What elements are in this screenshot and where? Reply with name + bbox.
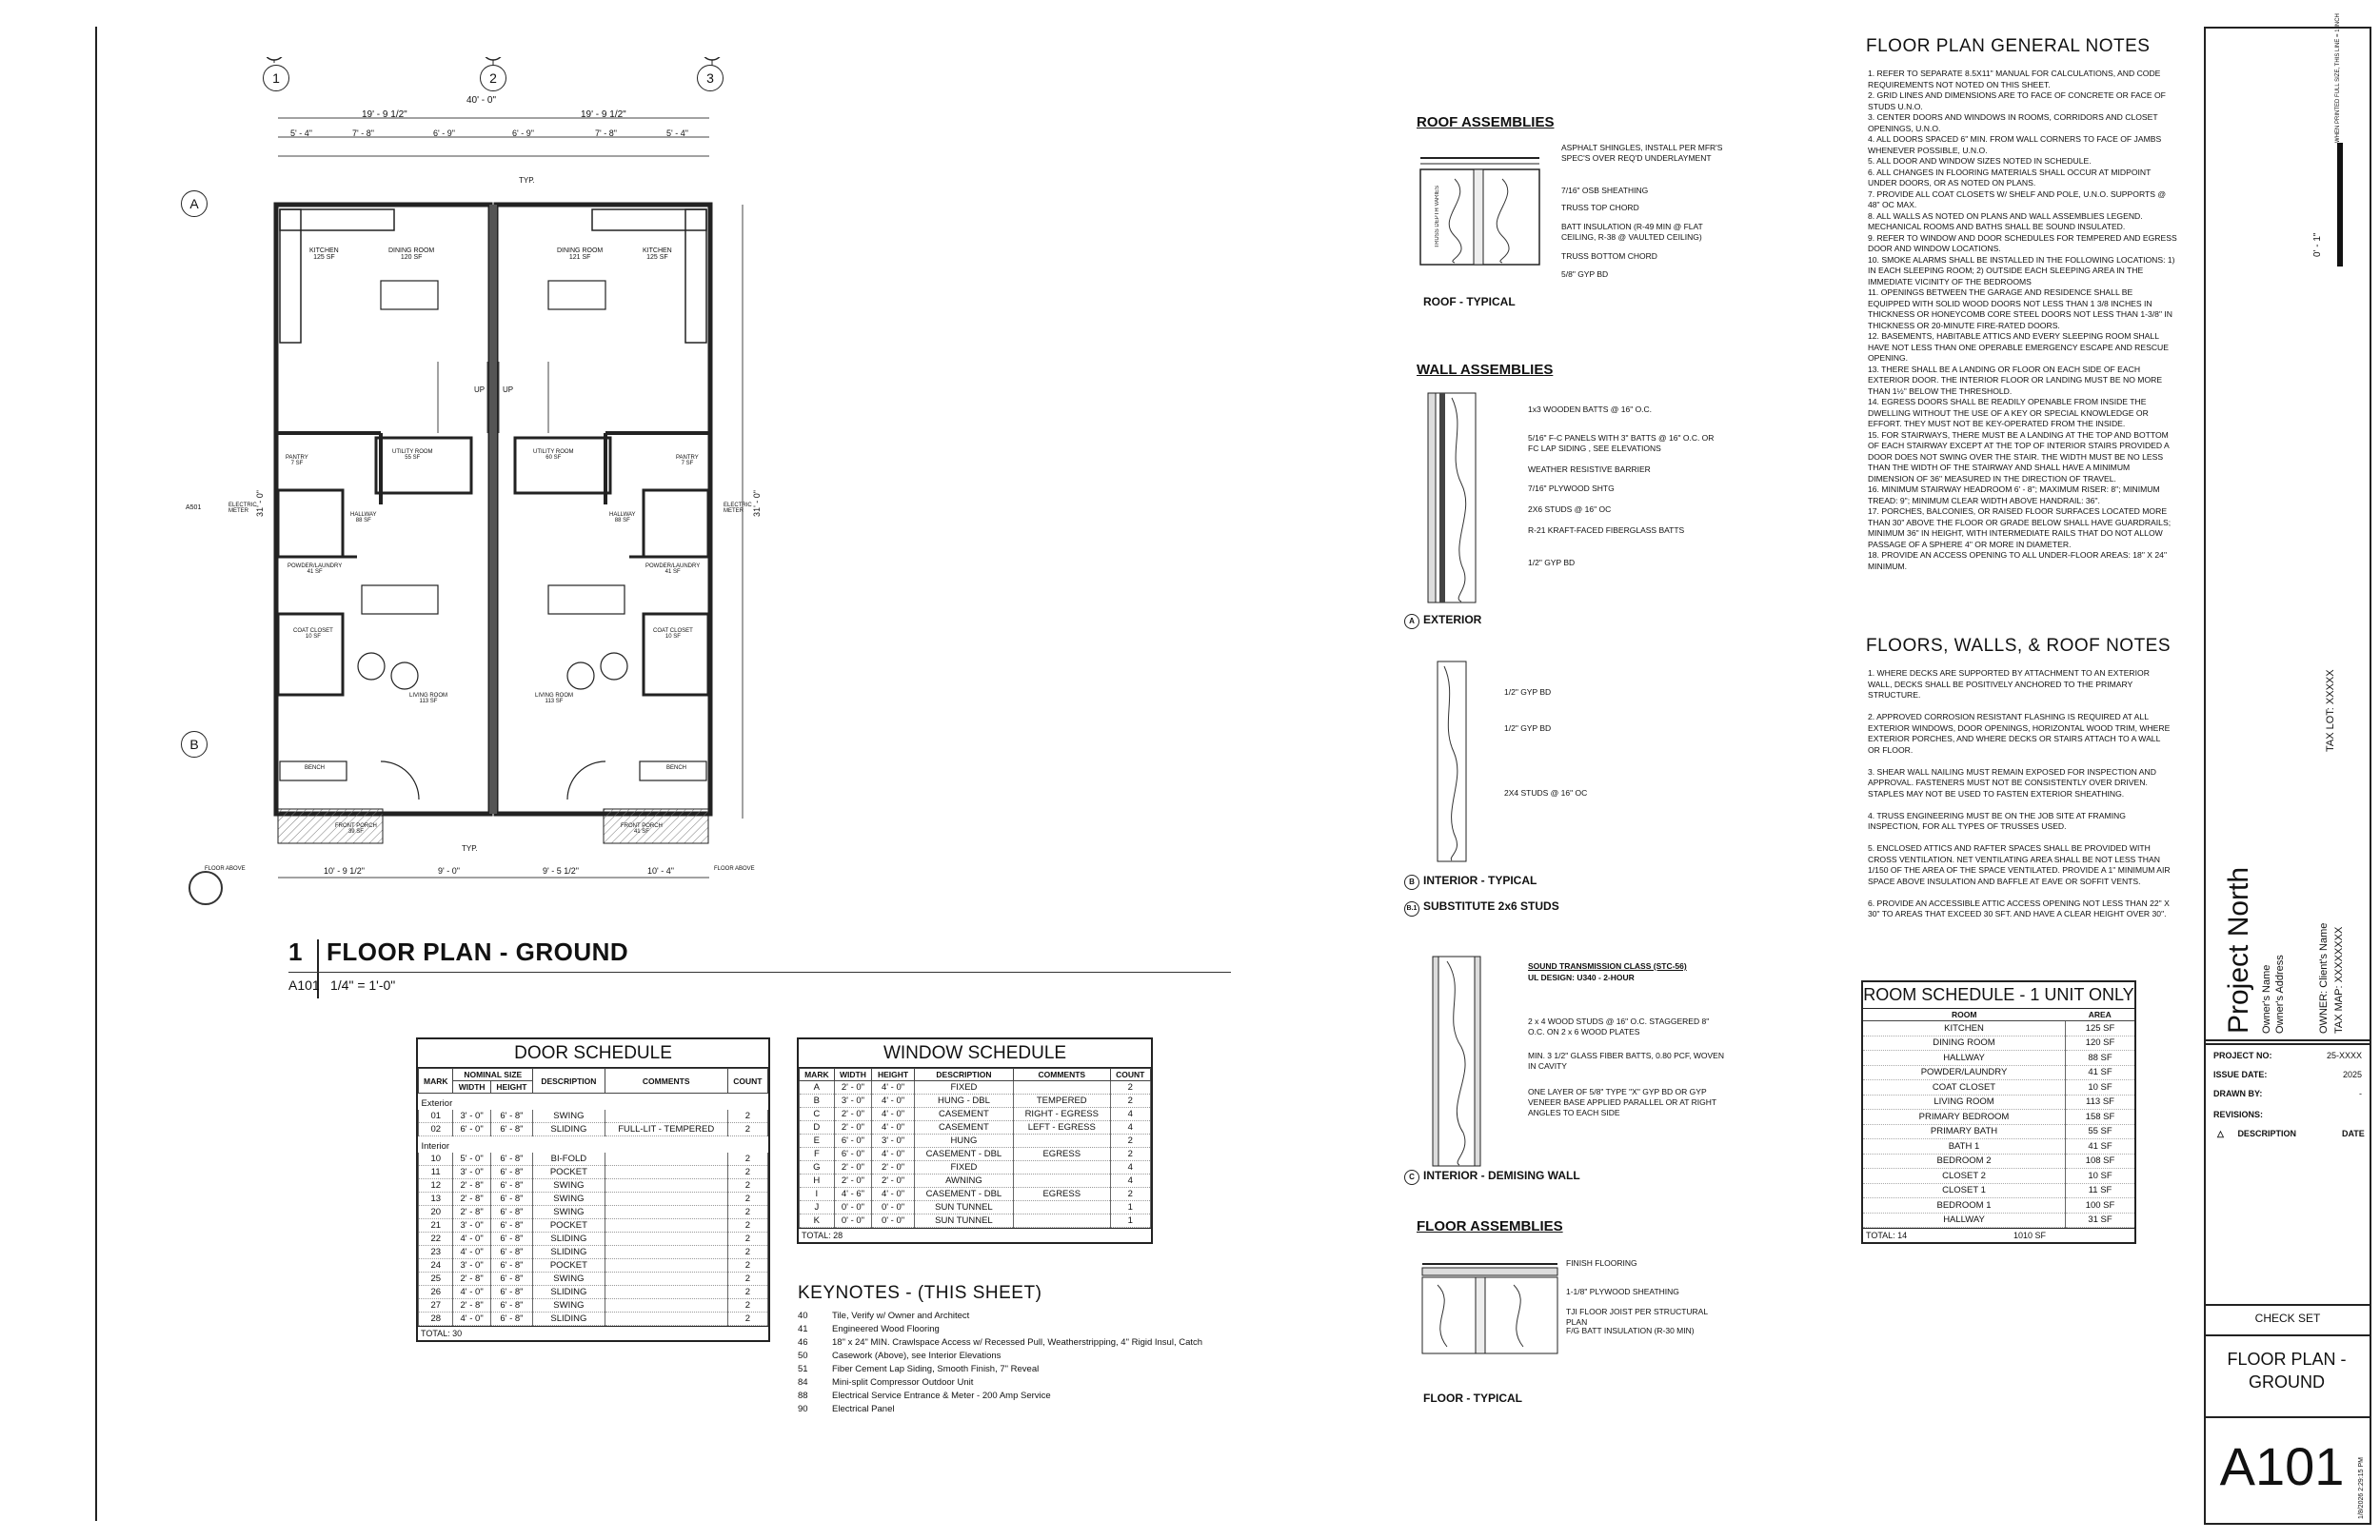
window-row: E 6' - 0" 3' - 0" HUNG 2 [800, 1135, 1151, 1148]
tax-map: TAX MAP: XXXXXXXX [2333, 926, 2345, 1034]
status-check-set: CHECK SET [2254, 1312, 2321, 1325]
door-row: 01 3' - 0" 6' - 8" SWING 2 [419, 1110, 768, 1123]
wall-a-label-2: 5/16" F-C PANELS WITH 3" BATTS @ 16" O.C. OR FC LAP SIDING , SEE ELEVATIONS [1528, 433, 1715, 453]
scale-bar [2337, 143, 2343, 267]
grid-bubble-row-a: A [181, 190, 208, 217]
fwr-notes-list [1868, 668, 2172, 931]
room-powder-right: POWDER/LAUNDRY 41 SF [645, 563, 701, 575]
room-schedule [1861, 980, 2136, 1244]
wall-a-label-6: R-21 KRAFT-FACED FIBERGLASS BATTS [1528, 525, 1685, 535]
general-note: 5. ALL DOOR AND WINDOW SIZES NOTED IN SCHEDULE. [1868, 156, 2092, 166]
scale-dim: 0' - 1" [2312, 232, 2323, 257]
fwr-note: 2. APPROVED CORROSION RESISTANT FLASHING IS REQUIRED AT ALL EXTERIOR WINDOWS, DOOR OPENINGS, HORIZONTAL WOOD TRIM, WHERE EXTERIOR PORCHES, AND WHERE DECKS OR STAIRS ATTACH TO A WALL OR FLOOR. [1868, 712, 2171, 755]
wall-c-label-3: ONE LAYER OF 5/8" TYPE "X" GYP BD OR GYP VENEER BASE APPLIED PARALLEL OR AT RIGHT ANGLES TO EACH SIDE [1528, 1087, 1716, 1117]
wall-c-stc: SOUND TRANSMISSION CLASS (STC-56) [1528, 961, 1687, 971]
window-row: B 3' - 0" 4' - 0" HUNG - DBL TEMPERED 2 [800, 1095, 1151, 1108]
roof-label-3: TRUSS TOP CHORD [1561, 203, 1639, 212]
fwr-note: 6. PROVIDE AN ACCESSIBLE ATTIC ACCESS OPENING NOT LESS THAN 22" X 30" TO AREAS THAT EXCEED 30 SFT. AND HAVE A CLEAR HEIGHT OVER 30". [1868, 898, 2170, 918]
view-sheet: A101 [288, 977, 320, 993]
general-note: 17. PORCHES, BALCONIES, OR RAISED FLOOR SURFACES LOCATED MORE THAN 30" ABOVE THE FLOOR OR GRADE BELOW SHALL HAVE GUARDRAILS; MINIMUM 36" IN HEIGHT, WITH INTERMEDIATE RAILS THAT DO NOT ALLOW PASSAGE OF A SPHERE 4" OR MORE IN DIAMETER. [1868, 506, 2172, 549]
owner-name: Owner's Name [2261, 964, 2272, 1034]
dim-top-left-2: 7' - 8" [352, 128, 374, 138]
fwr-note: 3. SHEAR WALL NAILING MUST REMAIN EXPOSED FOR INSPECTION AND APPROVAL. FASTENERS MUST NOT BE CONSISTENTLY OVER DRIVEN. STAPLES MAY NOT BE USED TO FASTEN EXTERIOR SHEATHING. [1868, 766, 2156, 799]
door-schedule [416, 1037, 770, 1342]
wall-b1-caption: B.1 SUBSTITUTE 2x6 STUDS [1404, 899, 1559, 917]
floor-assembly-detail [1418, 1256, 1561, 1361]
general-note: 2. GRID LINES AND DIMENSIONS ARE TO FACE OF CONCRETE OR FACE OF STUDS U.N.O. [1868, 90, 2166, 111]
col-mark: MARK [419, 1069, 453, 1094]
room-schedule-title: ROOM SCHEDULE - 1 UNIT ONLY [1863, 982, 2134, 1009]
roof-assemblies-heading: ROOF ASSEMBLIES [1417, 114, 1555, 130]
dim-overall: 40' - 0" [466, 95, 497, 106]
general-note: 7. PROVIDE ALL COAT CLOSETS W/ SHELF AND POLE, U.N.O. SUPPORTS @ 48" OC MAX. [1868, 188, 2167, 209]
door-schedule-total: TOTAL: 30 [418, 1326, 768, 1340]
wall-b-label-2: 1/2" GYP BD [1504, 723, 1552, 733]
wall-a-label-4: 7/16" PLYWOOD SHTG [1528, 484, 1615, 493]
dim-unit-left: 19' - 9 1/2" [362, 109, 407, 120]
room-kitchen-right: KITCHEN 125 SF [643, 247, 672, 261]
typ-note-top: TYP. [519, 176, 535, 185]
col-description: DESCRIPTION [533, 1069, 605, 1094]
fwr-note: 1. WHERE DECKS ARE SUPPORTED BY ATTACHMENT TO AN EXTERIOR WALL, DECKS SHALL BE POSITIVELY ANCHORED TO THE PRIMARY STRUCTURE. [1868, 668, 2150, 700]
room-row: CLOSET 1 11 SF [1863, 1183, 2134, 1198]
tax-lot: TAX LOT: XXXXX [2325, 669, 2336, 752]
wall-b-label-3: 2X4 STUDS @ 16" OC [1504, 788, 1588, 798]
bench-left: BENCH [305, 765, 326, 771]
room-hallway-left: HALLWAY 88 SF [350, 512, 377, 523]
wall-c-ul: UL DESIGN: U340 - 2-HOUR [1528, 973, 1635, 982]
window-schedule-title: WINDOW SCHEDULE [799, 1039, 1151, 1068]
grid-bubble-col-2: 2 [480, 65, 506, 91]
room-porch-left: FRONT PORCH 39 SF [335, 823, 377, 835]
floor-above-left: FLOOR ABOVE [205, 866, 246, 872]
col-nominal: NOMINAL SIZE [453, 1069, 533, 1081]
col-count: COUNT [727, 1069, 767, 1094]
stair-up-left: UP [474, 385, 486, 394]
door-row: 22 4' - 0" 6' - 8" SLIDING 2 [419, 1233, 768, 1246]
col-comments: COMMENTS [605, 1069, 727, 1094]
room-schedule-table [1863, 1009, 2134, 1228]
door-group: Exterior [421, 1098, 453, 1109]
keynote-item: 46 18" x 24" MIN. Crawlspace Access w/ Recessed Pull, Weatherstripping, 4" Rigid Insul, Catch [798, 1337, 1203, 1348]
door-row: 12 2' - 8" 6' - 8" SWING 2 [419, 1179, 768, 1193]
door-row: 21 3' - 0" 6' - 8" POCKET 2 [419, 1219, 768, 1233]
keynote-item: 51 Fiber Cement Lap Siding, Smooth Finish, 7" Reveal [798, 1364, 1040, 1374]
col-width: WIDTH [834, 1069, 872, 1081]
window-row: K 0' - 0" 0' - 0" SUN TUNNEL 1 [800, 1214, 1151, 1228]
window-schedule [797, 1037, 1153, 1244]
roof-caption: ROOF - TYPICAL [1423, 295, 1516, 308]
room-row: PRIMARY BATH 55 SF [1863, 1124, 2134, 1139]
floor-label-3: TJI FLOOR JOIST PER STRUCTURAL PLAN [1566, 1307, 1708, 1327]
room-hallway-right: HALLWAY 88 SF [609, 512, 636, 523]
roof-label-4: BATT INSULATION (R-49 MIN @ FLAT CEILING, R-38 @ VAULTED CEILING) [1561, 222, 1703, 242]
room-utility-left: UTILITY ROOM 55 SF [392, 449, 433, 461]
general-notes-heading: FLOOR PLAN GENERAL NOTES [1866, 36, 2151, 56]
revisions-label: REVISIONS: [2213, 1110, 2264, 1119]
door-row: 27 2' - 8" 6' - 8" SWING 2 [419, 1299, 768, 1313]
wall-a-caption: A EXTERIOR [1404, 613, 1481, 629]
room-row: COAT CLOSET 10 SF [1863, 1080, 2134, 1096]
general-note: 9. REFER TO WINDOW AND DOOR SCHEDULES FOR TEMPERED AND EGRESS DOOR AND WINDOW LOCATIONS. [1868, 232, 2177, 253]
door-row: 13 2' - 8" 6' - 8" SWING 2 [419, 1193, 768, 1206]
wall-a-label-1: 1x3 WOODEN BATTS @ 16" O.C. [1528, 405, 1653, 414]
grid-bubble-col-1: 1 [263, 65, 289, 91]
room-row: LIVING ROOM 113 SF [1863, 1095, 2134, 1110]
door-row: 02 6' - 0" 6' - 8" SLIDING FULL-LIT - TEMPERED 2 [419, 1123, 768, 1136]
room-porch-right: FRONT PORCH 41 SF [621, 823, 663, 835]
project-name: Project North [2223, 866, 2254, 1034]
room-living-left: LIVING ROOM 113 SF [409, 693, 448, 704]
room-dining-right: DINING ROOM 121 SF [557, 247, 604, 261]
wall-assemblies-heading: WALL ASSEMBLIES [1417, 362, 1554, 378]
room-powder-left: POWDER/LAUNDRY 41 SF [288, 563, 343, 575]
electric-meter-left: ELECTRIC METER [228, 503, 257, 514]
door-row: 20 2' - 8" 6' - 8" SWING 2 [419, 1206, 768, 1219]
door-row: 28 4' - 0" 6' - 8" SLIDING 2 [419, 1313, 768, 1326]
room-row: BEDROOM 2 108 SF [1863, 1154, 2134, 1169]
window-row: I 4' - 6" 4' - 0" CASEMENT - DBL EGRESS 2 [800, 1188, 1151, 1201]
col-width: WIDTH [453, 1081, 490, 1094]
col-mark: MARK [800, 1069, 835, 1081]
wall-c-label-2: MIN. 3 1/2" GLASS FIBER BATTS, 0.80 PCF, WOVEN IN CAVITY [1528, 1051, 1724, 1071]
wall-b-mark: B [1404, 875, 1419, 890]
title-block [2204, 13, 2371, 1525]
dim-bottom-right-2: 10' - 4" [647, 866, 674, 876]
general-note: 16. MINIMUM STAIRWAY HEADROOM 6' - 8"; MAXIMUM RISER: 8"; MINIMUM TREAD: 9"; MINIMUM CLEAR WIDTH ABOVE HANDRAIL: 36". [1868, 484, 2160, 505]
window-row: A 2' - 0" 4' - 0" FIXED 2 [800, 1081, 1151, 1095]
north-arrow-icon [188, 871, 223, 905]
roof-label-6: 5/8" GYP BD [1561, 269, 1609, 279]
general-note: 4. ALL DOORS SPACED 6" MIN. FROM WALL CORNERS TO FACE OF JAMBS WHENEVER POSSIBLE, U.N.O. [1868, 134, 2162, 155]
view-title: FLOOR PLAN - GROUND [327, 938, 629, 966]
floor-caption: FLOOR - TYPICAL [1423, 1392, 1522, 1405]
room-pantry-left: PANTRY 7 SF [286, 455, 308, 466]
general-note: 8. ALL WALLS AS NOTED ON PLANS AND WALL ASSEMBLIES LEGEND. MECHANICAL ROOMS AND BATHS SHALL BE SOUND INSULATED. [1868, 210, 2143, 231]
wall-a-label-5: 2X6 STUDS @ 16" OC [1528, 504, 1612, 514]
room-coat-left: COAT CLOSET 10 SF [293, 628, 333, 640]
floor-label-4: F/G BATT INSULATION (R-30 MIN) [1566, 1326, 1695, 1335]
roof-label-2: 7/16" OSB SHEATHING [1561, 186, 1649, 195]
window-schedule-total: TOTAL: 28 [799, 1228, 1151, 1242]
room-kitchen-left: KITCHEN 125 SF [309, 247, 339, 261]
window-row: F 6' - 0" 4' - 0" CASEMENT - DBL EGRESS 2 [800, 1148, 1151, 1161]
general-note: 11. OPENINGS BETWEEN THE GARAGE AND RESIDENCE SHALL BE EQUIPPED WITH SOLID WOOD DOORS NOT LESS THAN 1 3/8 INCHES IN THICKNESS OR HONEYCOMB CORE STEEL DOORS NOT LESS THAN 1-3/8" IN THICKNESS OR 20-MINUTE FIRE-RATED DOORS. [1868, 287, 2172, 330]
sheet-title: FLOOR PLAN - GROUND [2227, 1350, 2347, 1392]
room-schedule-total: TOTAL: 14 1010 SF [1863, 1228, 2134, 1242]
general-note: 14. EGRESS DOORS SHALL BE READILY OPENABLE FROM INSIDE THE DWELLING WITHOUT THE USE OF A KEY OR SPECIAL KNOWLEDGE OR EFFORT. THEY MUST NOT BE KEY-OPERATED FROM THE INSIDE. [1868, 397, 2149, 428]
room-row: BEDROOM 1 100 SF [1863, 1198, 2134, 1214]
door-row: 25 2' - 8" 6' - 8" SWING 2 [419, 1273, 768, 1286]
drawn-by-label: DRAWN BY: [2213, 1089, 2263, 1098]
keynote-item: 88 Electrical Service Entrance & Meter - 200 Amp Service [798, 1391, 1051, 1401]
window-row: D 2' - 0" 4' - 0" CASEMENT LEFT - EGRESS 4 [800, 1121, 1151, 1135]
dim-bottom-left-1: 10' - 9 1/2" [324, 866, 365, 876]
col-count: COUNT [1110, 1069, 1150, 1081]
wall-a-label-7: 1/2" GYP BD [1528, 558, 1576, 567]
dim-top-left-3: 6' - 9" [433, 128, 455, 138]
grid-bubble-col-3: 3 [697, 65, 724, 91]
room-row: POWDER/LAUNDRY 41 SF [1863, 1065, 2134, 1080]
room-row: BATH 1 41 SF [1863, 1139, 2134, 1155]
dim-top-right-2: 7' - 8" [595, 128, 617, 138]
room-row: PRIMARY BEDROOM 158 SF [1863, 1110, 2134, 1125]
fwr-note: 4. TRUSS ENGINEERING MUST BE ON THE JOB SITE AT FRAMING INSPECTION, FOR ALL TYPES OF TRUSSES USED. [1868, 810, 2126, 831]
general-note: 1. REFER TO SEPARATE 8.5X11" MANUAL FOR CALCULATIONS, AND CODE REQUIREMENTS NOT NOTED ON THIS SHEET. [1868, 69, 2161, 89]
wall-c-mark: C [1404, 1170, 1419, 1185]
dim-top-left-1: 5' - 4" [290, 128, 312, 138]
keynote-item: 41 Engineered Wood Flooring [798, 1324, 940, 1334]
door-row: 24 3' - 0" 6' - 8" POCKET 2 [419, 1259, 768, 1273]
floor-assemblies-heading: FLOOR ASSEMBLIES [1417, 1218, 1563, 1234]
room-utility-right: UTILITY ROOM 60 SF [533, 449, 574, 461]
revision-row: △ DESCRIPTION DATE [2217, 1129, 2365, 1138]
keynote-item: 90 Electrical Panel [798, 1404, 895, 1414]
wall-b-detail [1423, 657, 1480, 866]
window-row: C 2' - 0" 4' - 0" CASEMENT RIGHT - EGRESS 4 [800, 1108, 1151, 1121]
wall-b-label-1: 1/2" GYP BD [1504, 687, 1552, 697]
room-dining-left: DINING ROOM 120 SF [388, 247, 435, 261]
project-no-label: PROJECT NO: [2213, 1051, 2272, 1060]
dim-bottom-right-1: 9' - 5 1/2" [543, 866, 579, 876]
wall-a-mark: A [1404, 614, 1419, 629]
col-comments: COMMENTS [1014, 1069, 1111, 1081]
dim-top-right-1: 6' - 9" [512, 128, 534, 138]
door-row: 23 4' - 0" 6' - 8" SLIDING 2 [419, 1246, 768, 1259]
keynote-item: 50 Casework (Above), see Interior Elevations [798, 1351, 1002, 1361]
col-area: AREA [2066, 1009, 2134, 1021]
owner-address: Owner's Address [2274, 955, 2286, 1034]
door-row: 11 3' - 0" 6' - 8" POCKET 2 [419, 1166, 768, 1179]
room-row: HALLWAY 31 SF [1863, 1213, 2134, 1228]
general-note: 3. CENTER DOORS AND WINDOWS IN ROOMS, CORRIDORS AND CLOSET OPENINGS, U.N.O. [1868, 112, 2158, 133]
col-description: DESCRIPTION [914, 1069, 1013, 1081]
revision-triangle-icon: △ [2217, 1129, 2224, 1138]
room-row: HALLWAY 88 SF [1863, 1051, 2134, 1066]
bench-right: BENCH [666, 765, 687, 771]
section-ref: A501 [186, 504, 202, 511]
keynote-item: 40 Tile, Verify w/ Owner and Architect [798, 1311, 970, 1321]
view-number: 1 [288, 938, 303, 966]
dim-unit-right: 19' - 9 1/2" [581, 109, 626, 120]
dim-bottom-left-2: 9' - 0" [438, 866, 460, 876]
dim-top-right-3: 5' - 4" [666, 128, 688, 138]
room-living-right: LIVING ROOM 113 SF [535, 693, 574, 704]
floor-label-1: FINISH FLOORING [1566, 1258, 1637, 1268]
general-notes-list [1868, 69, 2177, 572]
scale-note: WHEN PRINTED FULL SIZE, THIS LINE = 1 INCH [2335, 13, 2341, 143]
keynotes [798, 1283, 1226, 1416]
keynote-item: 84 Mini-split Compressor Outdoor Unit [798, 1377, 974, 1388]
floor-label-2: 1-1/8" PLYWOOD SHEATHING [1566, 1287, 1679, 1296]
stair-up-right: UP [503, 385, 514, 394]
window-row: H 2' - 0" 2' - 0" AWNING 4 [800, 1175, 1151, 1188]
room-row: CLOSET 2 10 SF [1863, 1169, 2134, 1184]
timestamp: 1/8/2026 2:29:15 PM [2358, 1457, 2365, 1519]
door-row: 26 4' - 0" 6' - 8" SLIDING 2 [419, 1286, 768, 1299]
wall-b1-mark: B.1 [1404, 901, 1419, 917]
general-note: 12. BASEMENTS, HABITABLE ATTICS AND EVERY SLEEPING ROOM SHALL HAVE NOT LESS THAN ONE OPERABLE EMERGENCY ESCAPE AND RESCUE OPENING. [1868, 331, 2169, 363]
wall-b-caption: B INTERIOR - TYPICAL [1404, 874, 1537, 890]
general-note: 15. FOR STAIRWAYS, THERE MUST BE A LANDING AT THE TOP AND BOTTOM OF EACH STAIRWAY EXCEPT AT THE TOP OF INTERIOR STAIRS PROVIDED A DOOR DOES NOT SWING OVER THE STAIR. THE WIDTH MUST BE NO LESS THAN THE WIDTH OF THE STAIRWAY AND SHALL HAVE A MINIMUM DIMENSION OF 36" MEASURED IN THE DIRECTION OF TRAVEL. [1868, 429, 2170, 484]
roof-label-1: ASPHALT SHINGLES, INSTALL PER MFR'S SPEC'S OVER REQ'D UNDERLAYMENT [1561, 143, 1723, 163]
view-scale: 1/4" = 1'-0" [330, 977, 396, 993]
window-row: J 0' - 0" 0' - 0" SUN TUNNEL 1 [800, 1201, 1151, 1214]
general-note: 6. ALL CHANGES IN FLOORING MATERIALS SHALL OCCUR AT MIDPOINT UNDER DOORS, OR AS NOTED ON PLANS. [1868, 167, 2152, 188]
wall-a-detail [1423, 388, 1480, 607]
dim-left-total: 31' - 0" [255, 490, 265, 517]
col-height: HEIGHT [490, 1081, 532, 1094]
col-height: HEIGHT [872, 1069, 915, 1081]
wall-a-label-3: WEATHER RESISTIVE BARRIER [1528, 464, 1651, 474]
wall-c-caption: C INTERIOR - DEMISING WALL [1404, 1169, 1580, 1185]
roof-vertical-label: TRUSS DEPTH VARIES [1435, 186, 1440, 248]
project-no: 25-XXXX [2326, 1051, 2362, 1060]
door-schedule-table [418, 1068, 768, 1326]
sheet-number: A101 [2219, 1436, 2345, 1496]
fwr-notes-heading: FLOORS, WALLS, & ROOF NOTES [1866, 636, 2172, 656]
col-room: ROOM [1863, 1009, 2066, 1021]
door-row: 10 5' - 0" 6' - 8" BI-FOLD 2 [419, 1153, 768, 1166]
drawn-by: - [2359, 1089, 2362, 1098]
general-note: 13. THERE SHALL BE A LANDING OR FLOOR ON EACH SIDE OF EACH EXTERIOR DOOR. THE INTERIOR FLOOR OR LANDING MUST BE NO MORE THAN 1½" BELOW THE THRESHOLD. [1868, 364, 2163, 396]
typ-note-bottom: TYP. [462, 844, 478, 853]
wall-c-label-1: 2 x 4 WOOD STUDS @ 16" O.C. STAGGERED 8" O.C. ON 2 x 6 WOOD PLATES [1528, 1017, 1710, 1037]
room-coat-right: COAT CLOSET 10 SF [653, 628, 693, 640]
window-schedule-table [799, 1068, 1151, 1228]
room-row: DINING ROOM 120 SF [1863, 1036, 2134, 1051]
issue-date-label: ISSUE DATE: [2213, 1070, 2268, 1079]
general-note: 18. PROVIDE AN ACCESS OPENING TO ALL UNDER-FLOOR AREAS: 18" X 24" MINIMUM. [1868, 550, 2167, 571]
door-schedule-title: DOOR SCHEDULE [418, 1039, 768, 1068]
window-row: G 2' - 0" 2' - 0" FIXED 4 [800, 1161, 1151, 1175]
door-group: Interior [421, 1141, 450, 1152]
fwr-note: 5. ENCLOSED ATTICS AND RAFTER SPACES SHALL BE PROVIDED WITH CROSS VENTILATION. NET VENTILATING AREA SHALL BE NOT LESS THAN 1/150 OF THE AREA OF THE SPACE VENTILATED. PROVIDE A 1" MINIMUM AIR SPACE ABOVE INSULATION AND BAFFLE AT EAVE OR SOFFIT VENTS. [1868, 843, 2171, 886]
electric-meter-right: ELECTRIC METER [724, 503, 752, 514]
grid-bubble-row-b: B [181, 731, 208, 758]
keynotes-title: KEYNOTES - (THIS SHEET) [798, 1283, 1042, 1303]
wall-c-detail [1423, 952, 1490, 1171]
issue-date: 2025 [2342, 1070, 2362, 1079]
client-name: OWNER: Client's Name [2318, 922, 2330, 1034]
roof-label-5: TRUSS BOTTOM CHORD [1561, 251, 1657, 261]
dim-right-total: 31' - 0" [752, 490, 762, 517]
plan-annotations [186, 57, 1257, 914]
floor-above-right: FLOOR ABOVE [714, 866, 755, 872]
room-pantry-right: PANTRY 7 SF [676, 455, 699, 466]
general-note: 10. SMOKE ALARMS SHALL BE INSTALLED IN THE FOLLOWING LOCATIONS: 1) IN EACH SLEEPING ROOM; 2) OUTSIDE EACH SLEEPING AREA IN THE IMMEDIATE VICINITY OF THE BEDROOMS [1868, 254, 2175, 286]
room-row: KITCHEN 125 SF [1863, 1021, 2134, 1037]
